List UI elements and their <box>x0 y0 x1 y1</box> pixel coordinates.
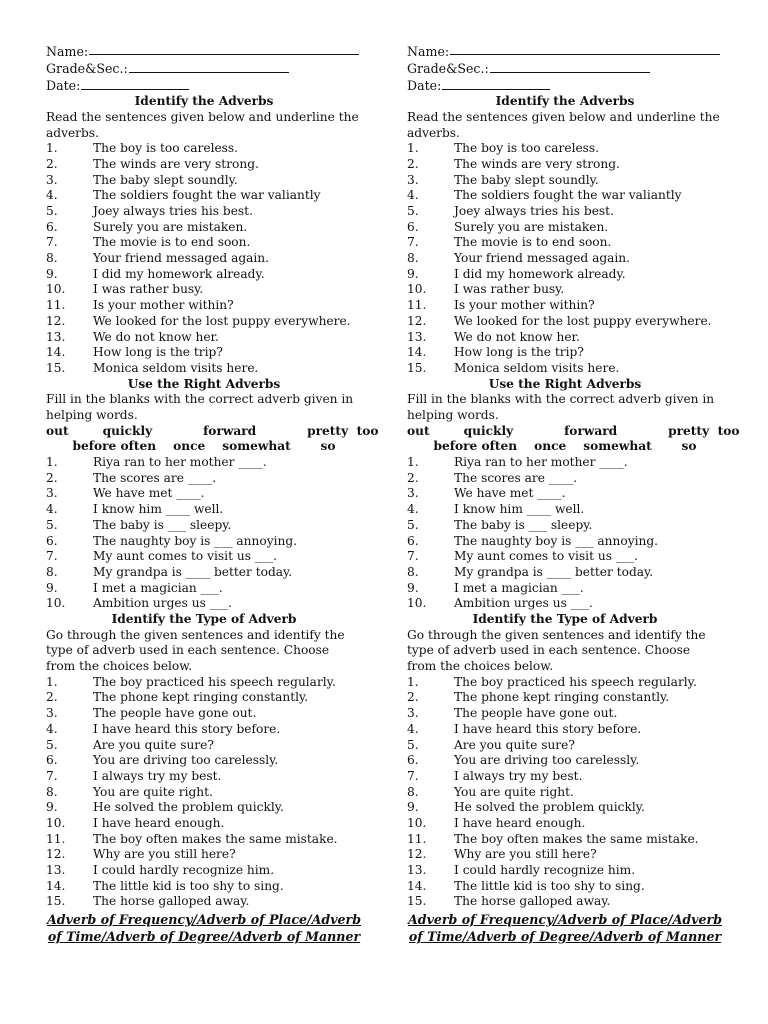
item-number: 10. <box>46 815 66 830</box>
date-blank[interactable] <box>442 89 550 90</box>
item-sentence: My grandpa is ____ better today. <box>93 564 293 579</box>
item-number: 3. <box>407 486 419 501</box>
date-label: Date: <box>407 78 442 94</box>
item-sentence: How long is the trip? <box>93 345 223 360</box>
list-item <box>407 753 723 769</box>
list-item <box>407 800 723 816</box>
item-number: 3. <box>46 172 58 187</box>
helping-words-line2: before often once somewhat so <box>72 439 336 454</box>
grade-label: Grade&Sec.: <box>46 61 128 77</box>
list-item <box>407 361 723 377</box>
list-item <box>407 832 723 848</box>
item-sentence: The horse galloped away. <box>454 894 611 909</box>
item-number: 2. <box>407 470 419 485</box>
item-number: 9. <box>46 266 58 281</box>
item-number: 6. <box>46 219 58 234</box>
item-sentence: We have met ____. <box>454 486 566 501</box>
choices-line2: of Time/Adverb of Degree/Adverb of Manner <box>408 929 722 945</box>
item-number: 15. <box>46 360 66 375</box>
grade-blank[interactable] <box>490 72 650 73</box>
list-item <box>407 581 723 597</box>
list-item <box>46 675 362 691</box>
choices-line2: of Time/Adverb of Degree/Adverb of Manner <box>47 929 361 945</box>
item-number: 7. <box>46 235 58 250</box>
list-item <box>46 847 362 863</box>
item-sentence: The little kid is too shy to sing. <box>454 878 645 893</box>
list-item <box>46 220 362 236</box>
item-number: 5. <box>46 517 58 532</box>
list-item <box>46 722 362 738</box>
item-sentence: The soldiers fought the war valiantly <box>93 188 321 203</box>
item-sentence: You are driving too carelessly. <box>93 753 279 768</box>
list-item <box>407 879 723 895</box>
list-item <box>407 235 723 251</box>
item-number: 13. <box>46 863 66 877</box>
list-item <box>46 282 362 298</box>
item-number: 5. <box>407 737 419 752</box>
list-item <box>407 345 723 361</box>
item-number: 5. <box>407 204 419 219</box>
list-item <box>46 267 362 283</box>
list-item <box>407 816 723 832</box>
item-sentence: Monica seldom visits here. <box>93 360 259 375</box>
list-item <box>46 235 362 251</box>
item-number: 12. <box>407 313 427 328</box>
item-number: 9. <box>46 580 58 595</box>
list-item <box>46 706 362 722</box>
list-item <box>46 596 362 612</box>
item-number: 10. <box>46 596 66 611</box>
list-item <box>46 753 362 769</box>
section3-title: Identify the Type of Adverb <box>111 611 297 626</box>
item-sentence: The little kid is too shy to sing. <box>93 878 284 893</box>
section1-instructions: Read the sentences given below and underline the adverbs. <box>407 109 720 140</box>
list-item <box>46 251 362 267</box>
section2-list <box>407 455 723 612</box>
list-item <box>46 330 362 346</box>
list-item <box>46 502 362 518</box>
list-item <box>407 188 723 204</box>
item-number: 7. <box>46 768 58 783</box>
date-blank[interactable] <box>81 89 189 90</box>
list-item <box>407 267 723 283</box>
list-item <box>407 894 723 910</box>
list-item <box>407 596 723 612</box>
item-number: 7. <box>407 549 419 564</box>
list-item <box>407 738 723 754</box>
item-sentence: My aunt comes to visit us ___. <box>454 549 638 564</box>
name-label: Name: <box>46 43 89 59</box>
item-number: 3. <box>407 706 419 721</box>
item-sentence: The movie is to end soon. <box>93 235 251 250</box>
list-item <box>407 502 723 518</box>
item-number: 10. <box>407 282 427 297</box>
item-number: 2. <box>46 690 58 705</box>
grade-blank[interactable] <box>129 72 289 73</box>
date-field <box>407 77 723 94</box>
list-item <box>407 706 723 722</box>
item-sentence: I was rather busy. <box>93 282 204 297</box>
item-number: 1. <box>407 674 419 689</box>
item-number: 4. <box>407 188 419 203</box>
item-sentence: The scores are ____. <box>454 470 578 485</box>
list-item <box>46 471 362 487</box>
item-sentence: Are you quite sure? <box>454 737 575 752</box>
item-sentence: Is your mother within? <box>454 298 595 313</box>
list-item <box>46 832 362 848</box>
grade-label: Grade&Sec.: <box>407 61 489 77</box>
item-sentence: I know him ____ well. <box>454 502 585 517</box>
item-sentence: I have heard this story before. <box>454 721 642 736</box>
item-number: 2. <box>46 470 58 485</box>
item-sentence: The boy often makes the same mistake. <box>93 831 338 846</box>
section1-list <box>46 141 362 376</box>
section3-title: Identify the Type of Adverb <box>472 611 658 626</box>
item-number: 1. <box>46 455 58 470</box>
item-number: 1. <box>407 455 419 470</box>
item-sentence: We do not know her. <box>93 329 219 344</box>
item-sentence: I always try my best. <box>454 768 583 783</box>
item-sentence: The winds are very strong. <box>93 156 259 171</box>
section1-title: Identify the Adverbs <box>495 94 635 109</box>
item-number: 8. <box>46 251 58 266</box>
item-number: 10. <box>46 282 66 297</box>
item-number: 6. <box>407 753 419 768</box>
list-item <box>46 879 362 895</box>
list-item <box>46 518 362 534</box>
item-number: 4. <box>46 502 58 517</box>
item-number: 5. <box>46 737 58 752</box>
item-number: 7. <box>407 235 419 250</box>
item-sentence: The boy practiced his speech regularly. <box>454 674 697 689</box>
item-sentence: We do not know her. <box>454 329 580 344</box>
name-blank[interactable] <box>450 54 720 55</box>
list-item <box>407 675 723 691</box>
item-sentence: The baby is ___ sleepy. <box>93 517 232 532</box>
item-number: 4. <box>46 188 58 203</box>
item-number: 11. <box>407 831 427 846</box>
item-sentence: Ambition urges us ___. <box>454 596 593 611</box>
list-item <box>46 863 362 879</box>
list-item <box>407 769 723 785</box>
item-sentence: I could hardly recognize him. <box>454 863 636 877</box>
item-number: 13. <box>407 329 427 344</box>
item-sentence: How long is the trip? <box>454 345 584 360</box>
item-number: 6. <box>46 753 58 768</box>
section2-title: Use the Right Adverbs <box>127 376 281 391</box>
list-item <box>407 141 723 157</box>
item-number: 2. <box>407 156 419 171</box>
item-number: 13. <box>407 863 427 877</box>
item-number: 8. <box>46 784 58 799</box>
choices-line1: Adverb of Frequency/Adverb of Place/Adverb <box>408 912 722 928</box>
item-number: 5. <box>407 517 419 532</box>
section3-list <box>46 675 362 910</box>
item-number: 6. <box>407 219 419 234</box>
item-number: 1. <box>46 141 58 156</box>
section2-instructions: Fill in the blanks with the correct adverb given in helping words. <box>46 392 354 422</box>
list-item <box>407 204 723 220</box>
item-number: 14. <box>407 345 427 360</box>
name-blank[interactable] <box>89 54 359 55</box>
item-number: 8. <box>407 784 419 799</box>
item-sentence: I have heard enough. <box>454 815 586 830</box>
list-item <box>46 894 362 910</box>
item-sentence: I know him ____ well. <box>93 502 224 517</box>
item-sentence: Joey always tries his best. <box>93 204 253 219</box>
date-field <box>46 77 362 94</box>
item-sentence: The soldiers fought the war valiantly <box>454 188 682 203</box>
item-number: 15. <box>46 894 66 909</box>
item-sentence: Riya ran to her mother ____. <box>93 455 267 470</box>
item-sentence: We looked for the lost puppy everywhere. <box>454 313 712 328</box>
list-item <box>407 173 723 189</box>
list-item <box>46 816 362 832</box>
list-item <box>46 486 362 502</box>
item-sentence: Why are you still here? <box>93 847 236 862</box>
item-sentence: Monica seldom visits here. <box>454 360 620 375</box>
list-item <box>407 220 723 236</box>
item-number: 7. <box>407 768 419 783</box>
item-sentence: I have heard this story before. <box>93 721 281 736</box>
item-number: 11. <box>407 298 427 313</box>
list-item <box>46 581 362 597</box>
section2-instructions: Fill in the blanks with the correct adverb given in helping words. <box>407 392 715 422</box>
item-sentence: I did my homework already. <box>454 266 626 281</box>
item-number: 8. <box>46 564 58 579</box>
item-sentence: You are quite right. <box>454 784 574 799</box>
item-sentence: The boy practiced his speech regularly. <box>93 674 336 689</box>
choices-line1: Adverb of Frequency/Adverb of Place/Adverb <box>47 912 361 928</box>
item-sentence: Why are you still here? <box>454 847 597 862</box>
item-number: 4. <box>407 721 419 736</box>
item-sentence: I was rather busy. <box>454 282 565 297</box>
item-sentence: The winds are very strong. <box>454 156 620 171</box>
item-number: 15. <box>407 894 427 909</box>
helping-words-line1: out quickly forward pretty too <box>407 423 740 438</box>
item-number: 11. <box>46 831 66 846</box>
item-sentence: The baby slept soundly. <box>93 172 238 187</box>
list-item <box>46 157 362 173</box>
item-sentence: Your friend messaged again. <box>454 251 631 266</box>
item-number: 10. <box>407 815 427 830</box>
item-sentence: The baby slept soundly. <box>454 172 599 187</box>
item-number: 12. <box>46 313 66 328</box>
list-item <box>46 800 362 816</box>
item-sentence: The people have gone out. <box>454 706 618 721</box>
item-number: 1. <box>46 674 58 689</box>
helping-words-line1: out quickly forward pretty too <box>46 423 379 438</box>
item-number: 8. <box>407 251 419 266</box>
item-sentence: Joey always tries his best. <box>454 204 614 219</box>
item-number: 10. <box>407 596 427 611</box>
item-sentence: We have met ____. <box>93 486 205 501</box>
list-item <box>46 565 362 581</box>
list-item <box>46 204 362 220</box>
item-number: 14. <box>46 878 66 893</box>
list-item <box>46 345 362 361</box>
list-item <box>46 738 362 754</box>
item-sentence: The boy is too careless. <box>454 141 600 156</box>
list-item <box>407 251 723 267</box>
list-item <box>46 785 362 801</box>
section1-list <box>407 141 723 376</box>
helping-words-line2: before often once somewhat so <box>433 439 697 454</box>
item-number: 4. <box>46 721 58 736</box>
item-number: 8. <box>407 564 419 579</box>
list-item <box>46 173 362 189</box>
item-sentence: We looked for the lost puppy everywhere. <box>93 313 351 328</box>
item-sentence: Riya ran to her mother ____. <box>454 455 628 470</box>
item-number: 13. <box>46 329 66 344</box>
date-label: Date: <box>46 78 81 94</box>
section3-list <box>407 675 723 910</box>
item-number: 5. <box>46 204 58 219</box>
name-field <box>407 42 723 59</box>
item-sentence: I could hardly recognize him. <box>93 863 275 877</box>
list-item <box>46 690 362 706</box>
item-sentence: The movie is to end soon. <box>454 235 612 250</box>
list-item <box>407 565 723 581</box>
item-number: 14. <box>407 878 427 893</box>
item-number: 6. <box>407 533 419 548</box>
item-number: 3. <box>46 486 58 501</box>
item-sentence: Are you quite sure? <box>93 737 214 752</box>
item-number: 9. <box>46 800 58 815</box>
item-number: 4. <box>407 502 419 517</box>
item-sentence: The boy often makes the same mistake. <box>454 831 699 846</box>
list-item <box>407 785 723 801</box>
item-sentence: The horse galloped away. <box>93 894 250 909</box>
list-item <box>407 157 723 173</box>
list-item <box>46 455 362 471</box>
worksheet-right <box>407 42 740 945</box>
list-item <box>46 549 362 565</box>
list-item <box>46 141 362 157</box>
item-number: 15. <box>407 360 427 375</box>
section2-title: Use the Right Adverbs <box>488 376 642 391</box>
item-sentence: The baby is ___ sleepy. <box>454 517 593 532</box>
item-sentence: I did my homework already. <box>93 266 265 281</box>
list-item <box>407 486 723 502</box>
item-sentence: Surely you are mistaken. <box>93 219 248 234</box>
list-item <box>407 722 723 738</box>
adverb-choices <box>407 911 723 945</box>
item-number: 3. <box>46 706 58 721</box>
item-sentence: The naughty boy is ___ annoying. <box>93 533 298 548</box>
name-field <box>46 42 362 59</box>
item-sentence: Surely you are mistaken. <box>454 219 609 234</box>
item-sentence: My aunt comes to visit us ___. <box>93 549 277 564</box>
list-item <box>407 314 723 330</box>
list-item <box>407 455 723 471</box>
item-number: 9. <box>407 580 419 595</box>
item-sentence: The boy is too careless. <box>93 141 239 156</box>
list-item <box>407 863 723 879</box>
item-sentence: I met a magician ___. <box>454 580 584 595</box>
list-item <box>407 690 723 706</box>
worksheet-left <box>46 42 379 945</box>
item-sentence: You are driving too carelessly. <box>454 753 640 768</box>
list-item <box>46 314 362 330</box>
item-sentence: My grandpa is ____ better today. <box>454 564 654 579</box>
item-sentence: I have heard enough. <box>93 815 225 830</box>
list-item <box>46 188 362 204</box>
list-item <box>407 518 723 534</box>
section1-instructions: Read the sentences given below and underline the adverbs. <box>46 109 359 140</box>
item-sentence: Is your mother within? <box>93 298 234 313</box>
item-sentence: The people have gone out. <box>93 706 257 721</box>
item-sentence: He solved the problem quickly. <box>454 800 645 815</box>
section3-instructions: Go through the given sentences and identify the type of adverb used in each sentence. Choose from the choices below. <box>46 627 345 674</box>
adverb-choices <box>46 911 362 945</box>
name-label: Name: <box>407 43 450 59</box>
item-sentence: I met a magician ___. <box>93 580 223 595</box>
list-item <box>46 298 362 314</box>
item-number: 12. <box>46 847 66 862</box>
section3-instructions: Go through the given sentences and identify the type of adverb used in each sentence. Choose from the choices below. <box>407 627 706 674</box>
item-number: 1. <box>407 141 419 156</box>
item-sentence: The scores are ____. <box>93 470 217 485</box>
list-item <box>46 534 362 550</box>
list-item <box>46 769 362 785</box>
grade-field <box>407 59 723 76</box>
item-number: 3. <box>407 172 419 187</box>
item-sentence: The phone kept ringing constantly. <box>454 690 670 705</box>
item-sentence: Ambition urges us ___. <box>93 596 232 611</box>
item-number: 6. <box>46 533 58 548</box>
item-number: 7. <box>46 549 58 564</box>
item-sentence: I always try my best. <box>93 768 222 783</box>
item-number: 2. <box>46 156 58 171</box>
item-number: 9. <box>407 266 419 281</box>
list-item <box>46 361 362 377</box>
item-sentence: You are quite right. <box>93 784 213 799</box>
list-item <box>407 471 723 487</box>
item-number: 2. <box>407 690 419 705</box>
grade-field <box>46 59 362 76</box>
item-sentence: The naughty boy is ___ annoying. <box>454 533 659 548</box>
section1-title: Identify the Adverbs <box>134 94 274 109</box>
item-sentence: The phone kept ringing constantly. <box>93 690 309 705</box>
list-item <box>407 282 723 298</box>
list-item <box>407 298 723 314</box>
list-item <box>407 330 723 346</box>
item-number: 11. <box>46 298 66 313</box>
item-sentence: He solved the problem quickly. <box>93 800 284 815</box>
item-number: 9. <box>407 800 419 815</box>
section2-list <box>46 455 362 612</box>
list-item <box>407 549 723 565</box>
item-number: 14. <box>46 345 66 360</box>
list-item <box>407 847 723 863</box>
item-sentence: Your friend messaged again. <box>93 251 270 266</box>
list-item <box>407 534 723 550</box>
item-number: 12. <box>407 847 427 862</box>
